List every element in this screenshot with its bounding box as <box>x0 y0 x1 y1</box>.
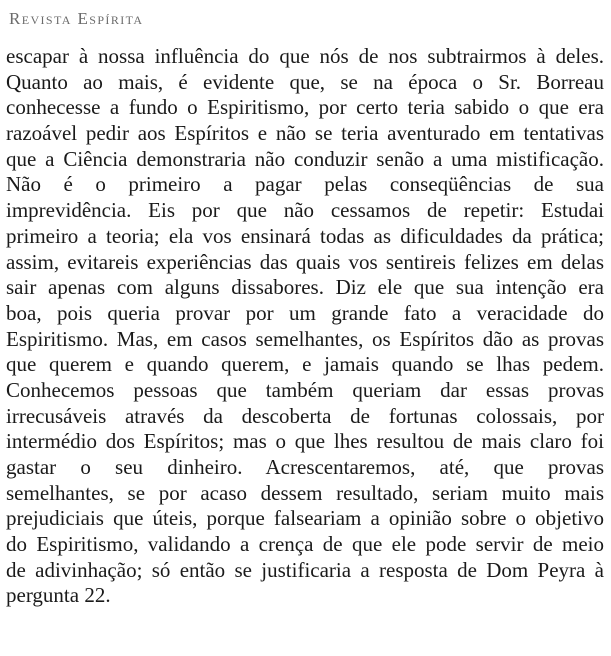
text-line: escapar à nossa influência do que nós de nos subtrairmos à deles. <box>6 44 604 68</box>
text-line: Não é o primeiro a pagar pelas conseqüências de sua <box>6 172 604 197</box>
running-header: Revista Espírita <box>9 9 144 28</box>
text-line: irrecusáveis através da descoberta de fortunas colossais, por <box>6 403 604 428</box>
text-line: assim, evitareis experiências das quais vos sentireis felizes em delas <box>6 249 604 274</box>
text-line: que querem e quando querem, e jamais quando se lhas pedem. <box>6 352 604 377</box>
text-line: do Espiritismo, validando a crença de que ele pode servir de meio <box>6 532 604 557</box>
text-line: prejudiciais que úteis, porque falseariam a opinião sobre o objetivo <box>6 506 604 531</box>
text-line: gastar o seu dinheiro. Acrescentaremos, até, que provas <box>6 455 604 479</box>
text-line: Espiritismo. Mas, em casos semelhantes, os Espíritos dão as provas <box>6 326 604 351</box>
text-line: conhecesse a fundo o Espiritismo, por certo teria sabido o que era <box>6 95 604 120</box>
text-line: razoável pedir aos Espíritos e não se teria aventurado em tentativas <box>6 121 604 146</box>
text-line: sair apenas com alguns dissabores. Diz ele que sua intenção era <box>6 275 604 300</box>
text-line: intermédio dos Espíritos; mas o que lhes resultou de mais claro foi <box>6 429 604 454</box>
text-line: Quanto ao mais, é evidente que, se na época o Sr. Borreau <box>6 69 604 94</box>
text-line: semelhantes, se por acaso dessem resultado, seriam muito mais <box>6 480 604 505</box>
text-line: Conhecemos pessoas que também queriam dar essas provas <box>6 377 604 402</box>
text-line: pergunta 22. <box>6 583 111 608</box>
text-line: que a Ciência demonstraria não conduzir senão a uma mistificação. <box>6 146 604 171</box>
body-paragraph <box>6 44 604 609</box>
text-line: boa, pois queria provar por um grande fato a veracidade do <box>6 300 604 325</box>
text-line: de adivinhação; só então se justificaria a resposta de Dom Peyra à <box>6 557 604 582</box>
text-line: primeiro a teoria; ela vos ensinará todas as dificuldades da prática; <box>6 223 604 248</box>
text-line: imprevidência. Eis por que não cessamos de repetir: Estudai <box>6 198 604 223</box>
